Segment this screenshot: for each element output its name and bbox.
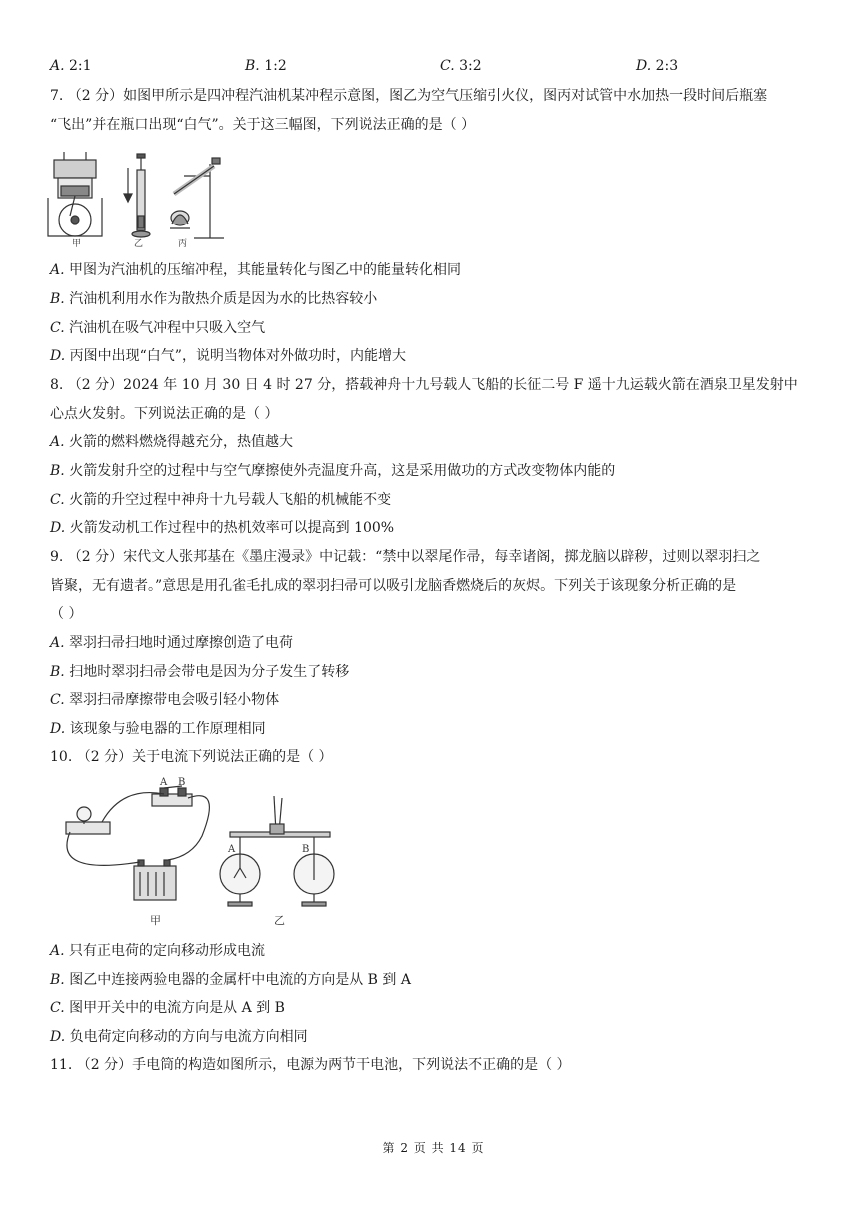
prev-option-b: B. 1:2 — [245, 58, 287, 74]
air-compression-igniter — [124, 154, 150, 237]
q7-option-a: A. 甲图为汽油机的压缩冲程，其能量转化与图乙中的能量转化相同 — [50, 262, 462, 278]
q10-option-b: B. 图乙中连接两验电器的金属杆中电流的方向是从 B 到 A — [50, 972, 411, 988]
prev-option-c: C. 3:2 — [440, 58, 482, 74]
q8-option-a: A. 火箭的燃料燃烧得越充分，热值越大 — [50, 434, 294, 450]
q7-fig-label-jia: 甲 — [72, 239, 82, 249]
q8-stem-line-2: 心点火发射。下列说法正确的是（ ） — [50, 406, 279, 422]
q10-option-d: D. 负电荷定向移动的方向与电流方向相同 — [50, 1029, 308, 1045]
q7-figure — [44, 146, 234, 250]
q7-fig-label-yi: 乙 — [134, 239, 144, 249]
q9-stem-line-2: 皆聚，无有遗者。”意思是用孔雀毛扎成的翠羽扫帚可以吸引龙脑香燃烧后的灰烬。下列关于该现象分析正确的是 — [50, 578, 737, 594]
q7-fig-label-bing: 丙 — [178, 239, 188, 249]
q10-fig-label-jia: 甲 — [150, 914, 161, 927]
q9-stem-line-1: 9. （2 分）宋代文人张邦基在《墨庄漫录》中记载：“禁中以翠尾作帚，每幸诸阁，掷龙脑以辟秽，过则以翠羽扫之 — [50, 549, 761, 565]
q8-option-c: C. 火箭的升空过程中神舟十九号载人飞船的机械能不变 — [50, 492, 392, 508]
q10-figure — [52, 776, 342, 932]
circuit-diagram — [66, 786, 209, 900]
prev-options-row — [50, 58, 830, 78]
prev-option-a: A. 2:1 — [50, 58, 92, 74]
q8-option-b: B. 火箭发射升空的过程中与空气摩擦使外壳温度升高，这是采用做功的方式改变物体内能的 — [50, 463, 616, 479]
switch-label-a: A — [160, 777, 168, 788]
test-tube-heating-diagram — [170, 158, 224, 238]
q7-option-b: B. 汽油机利用水作为散热介质是因为水的比热容较小 — [50, 291, 378, 307]
q9-option-d: D. 该现象与验电器的工作原理相同 — [50, 721, 266, 737]
q9-stem-line-3: （ ） — [50, 606, 83, 622]
prev-option-d: D. 2:3 — [636, 58, 679, 74]
q10-option-a: A. 只有正电荷的定向移动形成电流 — [50, 943, 266, 959]
electroscopes-diagram — [220, 796, 334, 906]
q10-option-c: C. 图甲开关中的电流方向是从 A 到 B — [50, 1000, 285, 1016]
q10-fig-label-yi: 乙 — [274, 914, 285, 927]
q7-stem-line-2: “飞出”并在瓶口出现“白气”。关于这三幅图，下列说法正确的是（ ） — [50, 117, 476, 133]
page-footer: 第 2 页 共 14 页 — [382, 1141, 485, 1155]
q7-stem-line-1: 7. （2 分）如图甲所示是四冲程汽油机某冲程示意图，图乙为空气压缩引火仪，图丙对试管中水加热一段时间后瓶塞 — [50, 88, 768, 104]
q11-stem-line-1: 11. （2 分）手电筒的构造如图所示，电源为两节干电池，下列说法不正确的是（ ） — [50, 1057, 571, 1073]
q8-option-d: D. 火箭发动机工作过程中的热机效率可以提高到 100% — [50, 520, 395, 536]
electroscope-label-b: B — [302, 844, 310, 855]
switch-label-b: B — [178, 777, 186, 788]
q9-option-b: B. 扫地时翠羽扫帚会带电是因为分子发生了转移 — [50, 664, 350, 680]
q10-stem-line-1: 10. （2 分）关于电流下列说法正确的是（ ） — [50, 749, 333, 765]
q9-option-a: A. 翠羽扫帚扫地时通过摩擦创造了电荷 — [50, 635, 294, 651]
q9-option-c: C. 翠羽扫帚摩擦带电会吸引轻小物体 — [50, 692, 280, 708]
engine-diagram — [48, 152, 102, 236]
q7-option-c: C. 汽油机在吸气冲程中只吸入空气 — [50, 320, 266, 336]
q7-option-d: D. 丙图中出现“白气”，说明当物体对外做功时，内能增大 — [50, 348, 406, 364]
electroscope-label-a: A — [228, 844, 236, 855]
q8-stem-line-1: 8. （2 分）2024 年 10 月 30 日 4 时 27 分，搭载神舟十九号载人飞船的长征二号 F 遥十九运载火箭在酒泉卫星发射中 — [50, 377, 798, 393]
